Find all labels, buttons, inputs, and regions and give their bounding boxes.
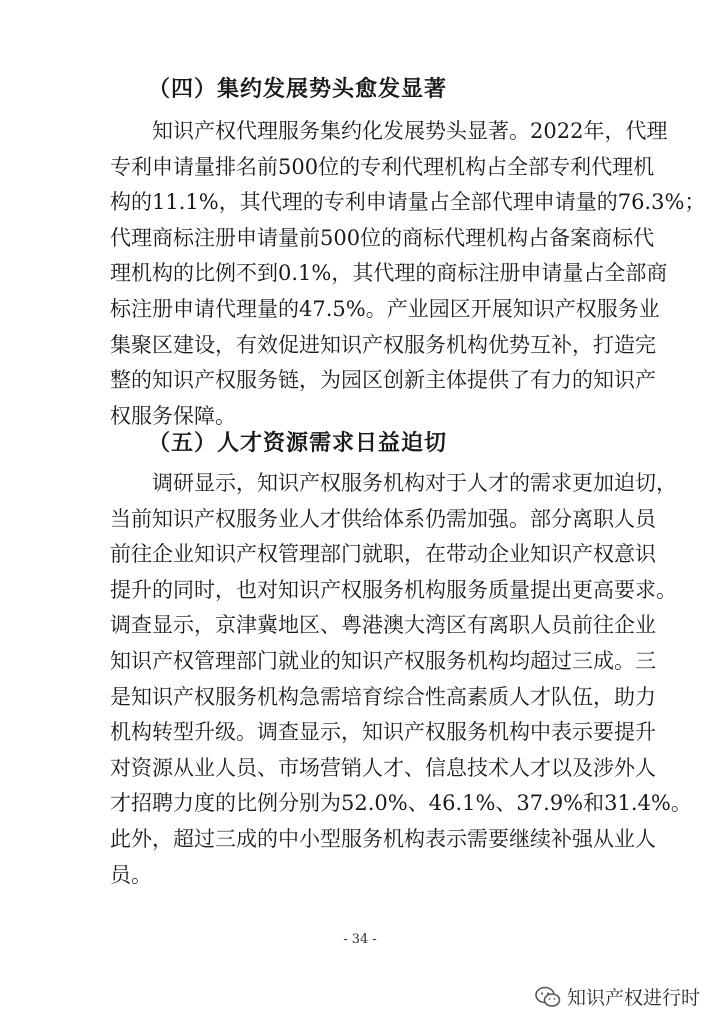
paragraph-line: 专利申请量排名前500位的专利代理机构占全部专利代理机 (110, 154, 655, 179)
page-number: - 34 - (343, 932, 377, 947)
paragraph-line: 集聚区建设，有效促进知识产权服务机构优势互补，打造完 (110, 332, 656, 357)
paragraph-line: 代理商标注册申请量前500位的商标代理机构占备案商标代 (110, 225, 655, 250)
paragraph-line: 此外，超过三成的中小型服务机构表示需要继续补强从业人 (110, 826, 656, 851)
paragraph-line: 调研显示，知识产权服务机构对于人才的需求更加迫切， (152, 471, 677, 495)
paragraph-line: 理机构的比例不到0.1%，其代理的商标注册申请量占全部商 (110, 261, 668, 286)
paragraph-line: 标注册申请代理量的47.5%。产业园区开展知识产权服务业 (110, 296, 660, 321)
paragraph-line: 整的知识产权服务链，为园区创新主体提供了有力的知识产 (110, 368, 656, 393)
section-paragraph-4 (110, 114, 706, 434)
wechat-icon (535, 986, 561, 1008)
paragraph-line: 知识产权管理部门就业的知识产权服务机构均超过三成。三 (110, 648, 656, 673)
paragraph-line: 是知识产权服务机构急需培育综合性高素质人才队伍，助力 (110, 684, 656, 709)
paragraph-line: 员。 (110, 862, 152, 887)
paragraph-line: 知识产权代理服务集约化发展势头显著。2022年，代理 (152, 119, 668, 143)
paragraph-line: 调查显示，京津冀地区、粤港澳大湾区有离职人员前往企业 (110, 613, 656, 638)
paragraph-line: 构的11.1%，其代理的专利申请量占全部代理申请量的76.3%； (110, 190, 706, 215)
watermark-text: 知识产权进行时 (566, 987, 700, 1009)
paragraph-line: 才招聘力度的比例分别为52.0%、46.1%、37.9%和31.4%。 (110, 791, 692, 816)
section-heading-4: （四）集约发展势头愈发显著 (148, 77, 448, 102)
paragraph-line: 提升的同时，也对知识产权服务机构服务质量提出更高要求。 (110, 577, 677, 602)
paragraph-line: 权服务保障。 (110, 403, 236, 428)
section-paragraph-5 (110, 466, 692, 893)
section-heading-5: （五）人才资源需求日益迫切 (148, 431, 448, 456)
paragraph-line: 对资源从业人员、市场营销人才、信息技术人才以及涉外人 (110, 755, 656, 780)
paragraph-line: 前往企业知识产权管理部门就职，在带动企业知识产权意识 (110, 542, 656, 567)
paragraph-line: 机构转型升级。调查显示，知识产权服务机构中表示要提升 (110, 720, 656, 745)
wechat-watermark (535, 983, 700, 1010)
paragraph-line: 当前知识产权服务业人才供给体系仍需加强。部分离职人员 (110, 506, 656, 531)
